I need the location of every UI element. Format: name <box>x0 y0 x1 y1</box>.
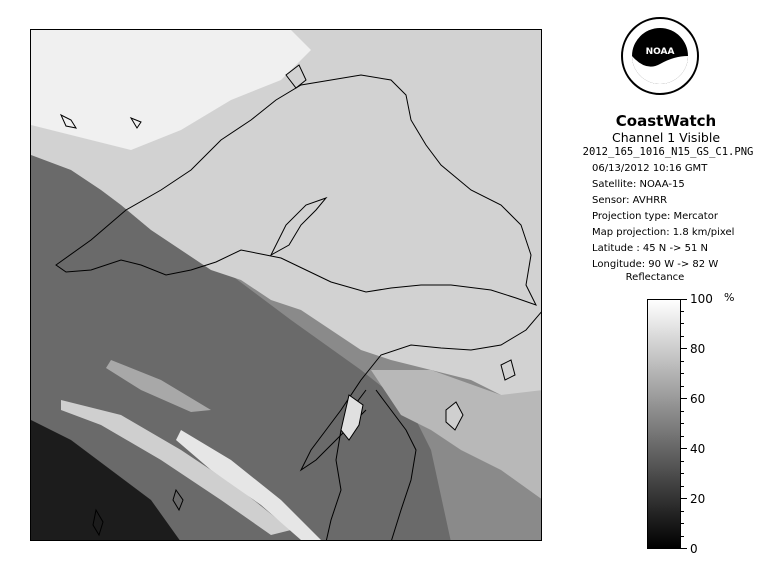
title: CoastWatch <box>615 112 717 130</box>
satellite-map-svg <box>31 30 542 541</box>
sensor: Sensor: AVHRR <box>592 195 668 206</box>
noaa-logo <box>620 16 700 96</box>
colorbar-tick <box>681 299 687 300</box>
colorbar-tick <box>681 473 684 474</box>
colorbar-tick <box>681 323 684 324</box>
colorbar-tick <box>681 448 687 449</box>
colorbar-tick <box>681 548 687 549</box>
colorbar-tick <box>681 361 684 362</box>
map-projection: Map projection: 1.8 km/pixel <box>592 227 735 238</box>
colorbar-unit: % <box>724 291 735 304</box>
colorbar-tick <box>681 398 687 399</box>
colorbar-tick-label: 40 <box>690 442 706 456</box>
colorbar-tick <box>681 348 687 349</box>
projection-type: Projection type: Mercator <box>592 211 718 222</box>
datetime: 06/13/2012 10:16 GMT <box>592 163 708 174</box>
colorbar-tick <box>681 386 684 387</box>
satellite: Satellite: NOAA-15 <box>592 179 685 190</box>
colorbar-tick <box>681 411 684 412</box>
subtitle: Channel 1 Visible <box>611 130 721 145</box>
longitude: Longitude: 90 W -> 82 W <box>592 259 719 270</box>
colorbar-tick <box>681 336 684 337</box>
colorbar-tick <box>681 498 687 499</box>
colorbar-tick-label: 60 <box>690 392 706 406</box>
colorbar-tick <box>681 536 684 537</box>
colorbar-tick-label: 80 <box>690 342 706 356</box>
colorbar-tick <box>681 461 684 462</box>
colorbar-title: Reflectance <box>625 272 685 283</box>
colorbar-tick <box>681 523 684 524</box>
satellite-image <box>30 29 542 541</box>
colorbar-tick <box>681 486 684 487</box>
colorbar-tick <box>681 311 684 312</box>
filename: 2012_165_1016_N15_GS_C1.PNG <box>582 146 754 158</box>
colorbar-tick-label: 0 <box>690 542 698 556</box>
colorbar-tick <box>681 511 684 512</box>
logo-text: NOAA <box>645 47 675 57</box>
colorbar <box>647 299 681 549</box>
colorbar-tick <box>681 423 684 424</box>
latitude: Latitude : 45 N -> 51 N <box>592 243 708 254</box>
colorbar-tick-label: 20 <box>690 492 706 506</box>
colorbar-tick <box>681 436 684 437</box>
colorbar-tick-label: 100 <box>690 292 713 306</box>
colorbar-tick <box>681 373 684 374</box>
